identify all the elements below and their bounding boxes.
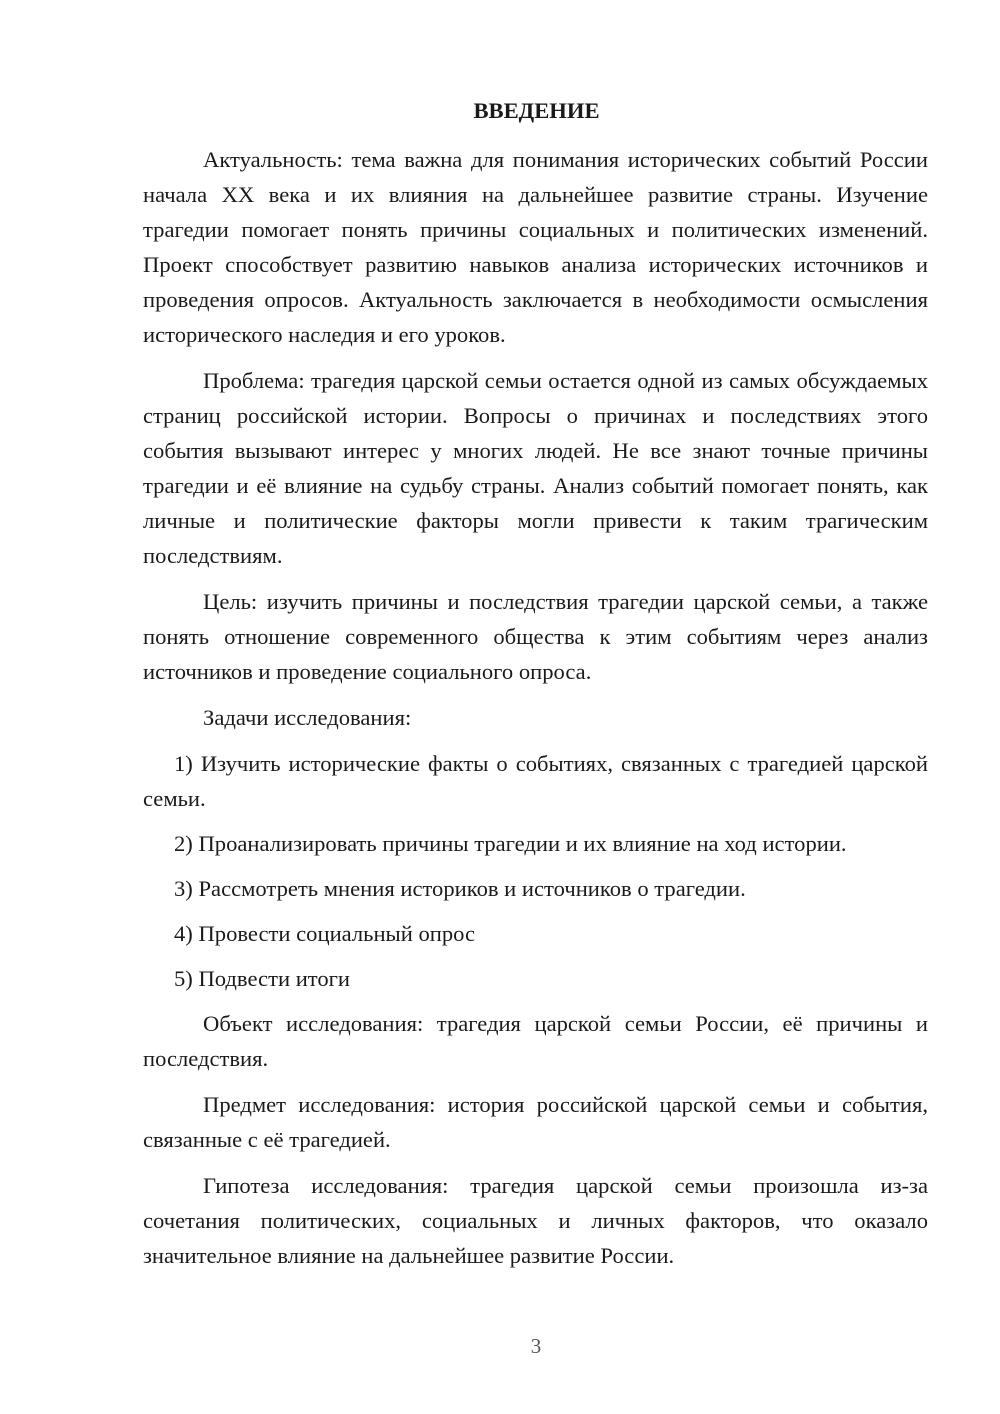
- goal-paragraph: Цель: изучить причины и последствия трагедии царской семьи, а также понять отношение современного общества к этим событиям через анализ источников и проведение социального опроса.: [143, 589, 928, 684]
- tasks-heading: Задачи исследования:: [203, 705, 412, 730]
- subject-paragraph: Предмет исследования: история российской царской семьи и события, связанные с её трагедией.: [143, 1092, 928, 1152]
- task-item-2: 2) Проанализировать причины трагедии и их влияние на ход истории.: [174, 831, 847, 856]
- task-item-1: 1) Изучить исторические факты о событиях, связанных с трагедией царской семьи.: [143, 751, 928, 811]
- problem-paragraph: Проблема: трагедия царской семьи остается одной из самых обсуждаемых страниц российской истории. Вопросы о причинах и последствиях этого события вызывают интерес у многих людей. Не все знают точные причины трагедии и её влияние на судьбу страны. Анализ событий помогает понять, как личные и политические факторы могли привести к таким трагическим последствиям.: [143, 368, 928, 568]
- section-title: ВВЕДЕНИЕ: [473, 98, 600, 123]
- object-paragraph: Объект исследования: трагедия царской семьи России, её причины и последствия.: [143, 1011, 928, 1071]
- task-item-5: 5) Подвести итоги: [174, 966, 351, 991]
- relevance-paragraph: Актуальность: тема важна для понимания исторических событий России начала XX века и их влияния на дальнейшее развитие страны. Изучение трагедии помогает понять причины социальных и политических изменений. Проект способствует развитию навыков анализа исторических источников и проведения опросов. Актуальность заключается в необходимости осмысления исторического наследия и его уроков.: [143, 147, 928, 347]
- hypothesis-paragraph: Гипотеза исследования: трагедия царской семьи произошла из-за сочетания политических, социальных и личных факторов, что оказало значительное влияние на дальнейшее развитие России.: [143, 1173, 928, 1268]
- task-item-3: 3) Рассмотреть мнения историков и источников о трагедии.: [174, 876, 746, 901]
- page-number: 3: [530, 1334, 542, 1358]
- document-page: [143, 96, 928, 1284]
- task-item-4: 4) Провести социальный опрос: [174, 921, 476, 946]
